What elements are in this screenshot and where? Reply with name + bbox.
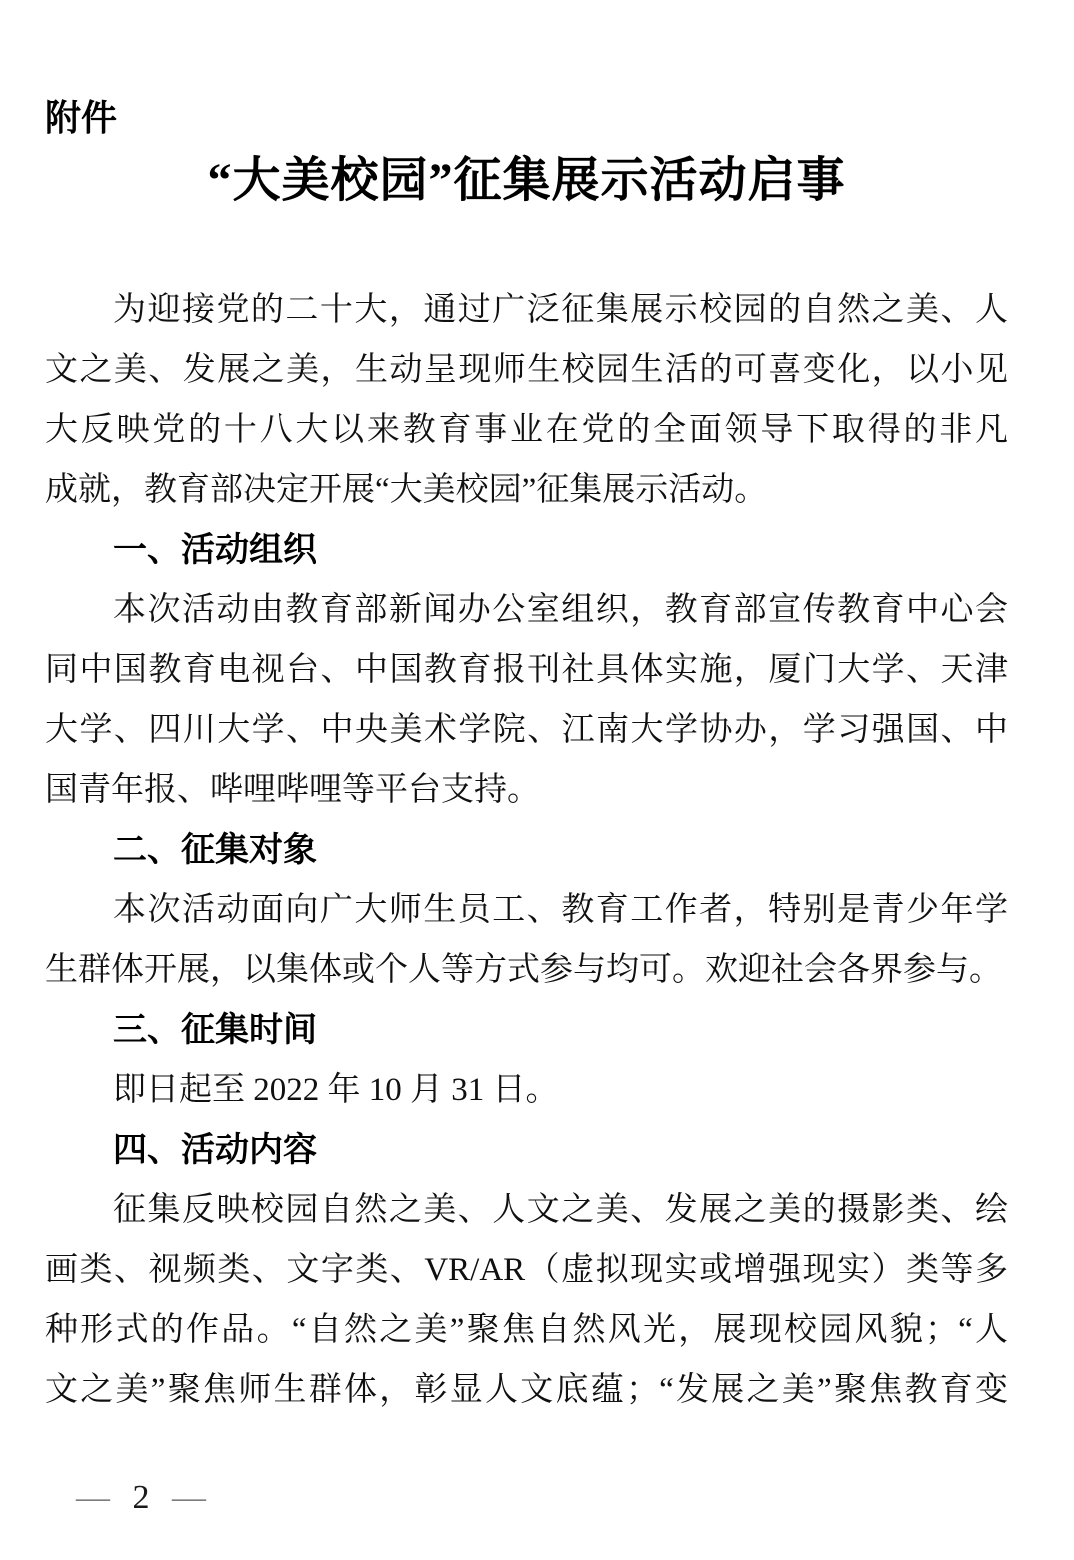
page-number-value: 2 — [132, 1479, 150, 1516]
page-number — [76, 1478, 206, 1518]
text-line: 本次活动由教育部新闻办公室组织，教育部宣传教育中心会 — [113, 592, 1008, 628]
text-line: 征集反映校园自然之美、人文之美、发展之美的摄影类、绘 — [113, 1192, 1008, 1228]
text-line: 大学、四川大学、中央美术学院、江南大学协办，学习强国、中 — [45, 712, 1008, 748]
section-3-paragraph — [45, 1060, 1008, 1120]
text-line: 文之美”聚焦师生群体，彰显人文底蕴；“发展之美”聚焦教育变 — [45, 1372, 1008, 1408]
section-2-paragraph — [45, 880, 1008, 1000]
text-line: 为迎接党的二十大，通过广泛征集展示校园的自然之美、人 — [113, 292, 1008, 328]
section-heading-1: 一、活动组织 — [113, 531, 317, 569]
section-heading-2: 二、征集对象 — [113, 831, 317, 869]
text-line: 即日起至 2022 年 10 月 31 日。 — [113, 1072, 559, 1108]
section-heading-4: 四、活动内容 — [113, 1131, 317, 1169]
text-line: 文之美、发展之美，生动呈现师生校园生活的可喜变化，以小见 — [45, 352, 1008, 388]
text-line: 画类、视频类、文字类、VR/AR（虚拟现实或增强现实）类等多 — [45, 1252, 1008, 1288]
text-line: 生群体开展，以集体或个人等方式参与均可。欢迎社会各界参与。 — [45, 952, 1002, 988]
text-line: 种形式的作品。“自然之美”聚焦自然风光，展现校园风貌；“人 — [45, 1312, 1008, 1348]
section-heading-3: 三、征集时间 — [113, 1011, 317, 1049]
text-line: 国青年报、哔哩哔哩等平台支持。 — [45, 772, 540, 808]
page-number-left-dash: — — [76, 1479, 110, 1516]
text-line: 本次活动面向广大师生员工、教育工作者，特别是青少年学 — [113, 892, 1008, 928]
text-line: 同中国教育电视台、中国教育报刊社具体实施，厦门大学、天津 — [45, 652, 1008, 688]
intro-paragraph — [45, 280, 1008, 520]
section-4-paragraph — [45, 1180, 1008, 1420]
attachment-label: 附件 — [45, 97, 118, 138]
section-1-paragraph — [45, 580, 1008, 820]
page-title: “大美校园”征集展示活动启事 — [207, 154, 846, 207]
text-line: 成就，教育部决定开展“大美校园”征集展示活动。 — [45, 472, 768, 508]
text-line: 大反映党的十八大以来教育事业在党的全面领导下取得的非凡 — [45, 412, 1008, 448]
page-number-right-dash: — — [172, 1479, 206, 1516]
